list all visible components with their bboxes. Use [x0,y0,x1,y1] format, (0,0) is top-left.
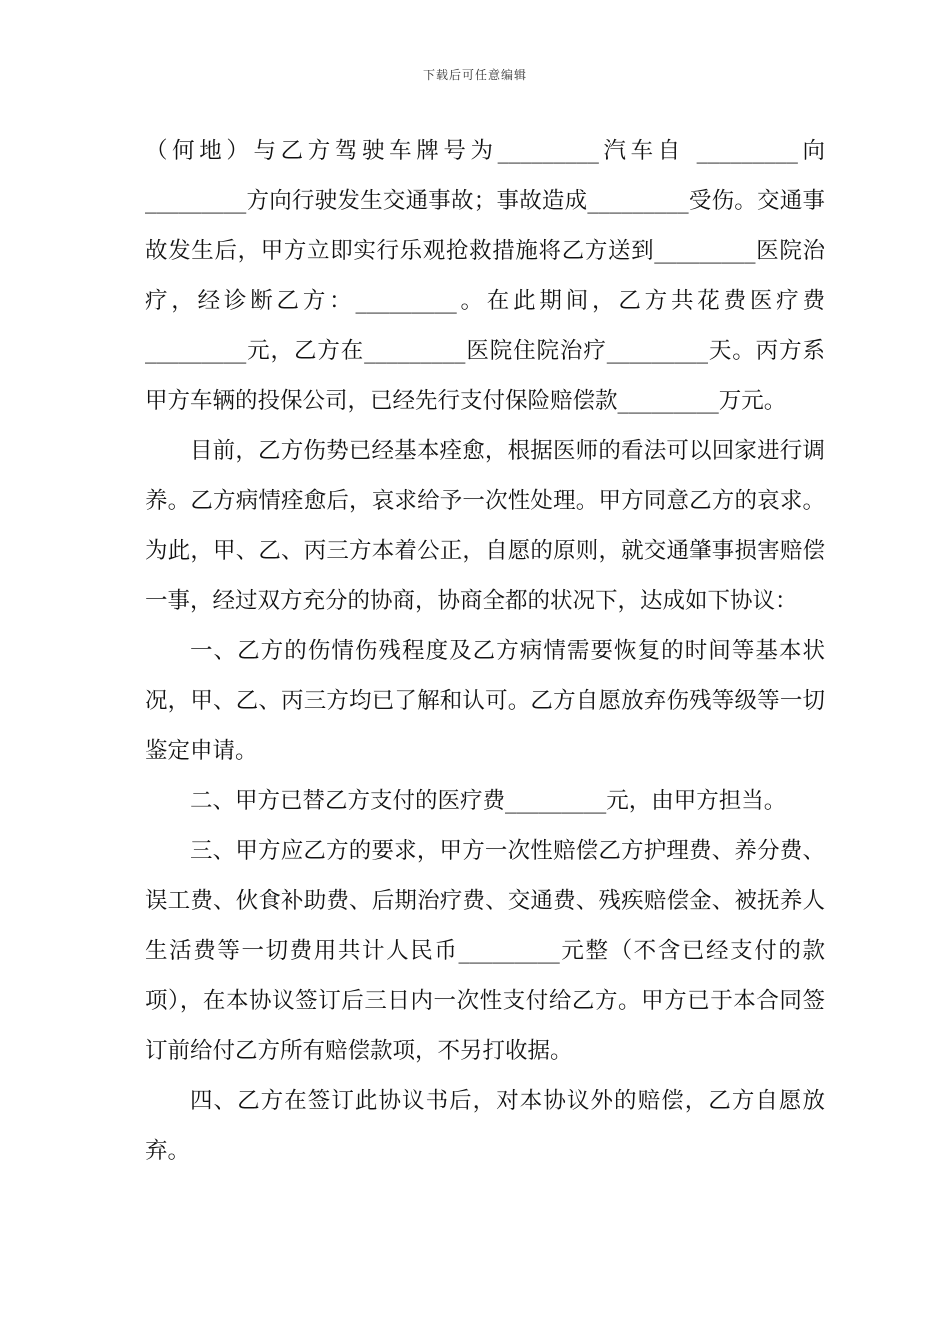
paragraph-accident-details: （何地）与乙方驾驶车牌号为_________汽车自 _________向_________方向行驶发生交通事故；事故造成_________受伤。交通事故发生后，甲方立即实行乐观抢救措施将乙方送到_________医院治疗，经诊断乙方：_________。在此期间，乙方共花费医疗费_________元，乙方在_________医院住院治疗_________天。丙方系甲方车辆的投保公司，已经先行支付保险赔偿款_________万元。 [145,138,825,414]
paragraph-clause-2: 二、甲方已替乙方支付的医疗费_________元，由甲方担当。 [190,788,787,814]
paragraph-clause-3: 三、甲方应乙方的要求，甲方一次性赔偿乙方护理费、养分费、误工费、伙食补助费、后期治疗费、交通费、残疾赔偿金、被抚养人生活费等一切费用共计人民币_________元整（不含已经支付的款项），在本协议签订后三日内一次性支付给乙方。甲方已于本合同签订前给付乙方所有赔偿款项，不另打收据。 [145,838,825,1064]
document-body [145,126,825,1176]
page-header: 下载后可任意编辑 [422,68,527,82]
paragraph-clause-1: 一、乙方的伤情伤残程度及乙方病情需要恢复的时间等基本状况，甲、乙、丙三方均已了解和认可。乙方自愿放弃伤残等级等一切鉴定申请。 [145,638,825,764]
paragraph-recovery-status: 目前，乙方伤势已经基本痊愈，根据医师的看法可以回家进行调养。乙方病情痊愈后，哀求给予一次性处理。甲方同意乙方的哀求。为此，甲、乙、丙三方本着公正，自愿的原则，就交通肇事损害赔偿一事，经过双方充分的协商，协商全都的状况下，达成如下协议： [145,438,825,614]
paragraph-clause-4: 四、乙方在签订此协议书后，对本协议外的赔偿，乙方自愿放弃。 [145,1088,825,1164]
